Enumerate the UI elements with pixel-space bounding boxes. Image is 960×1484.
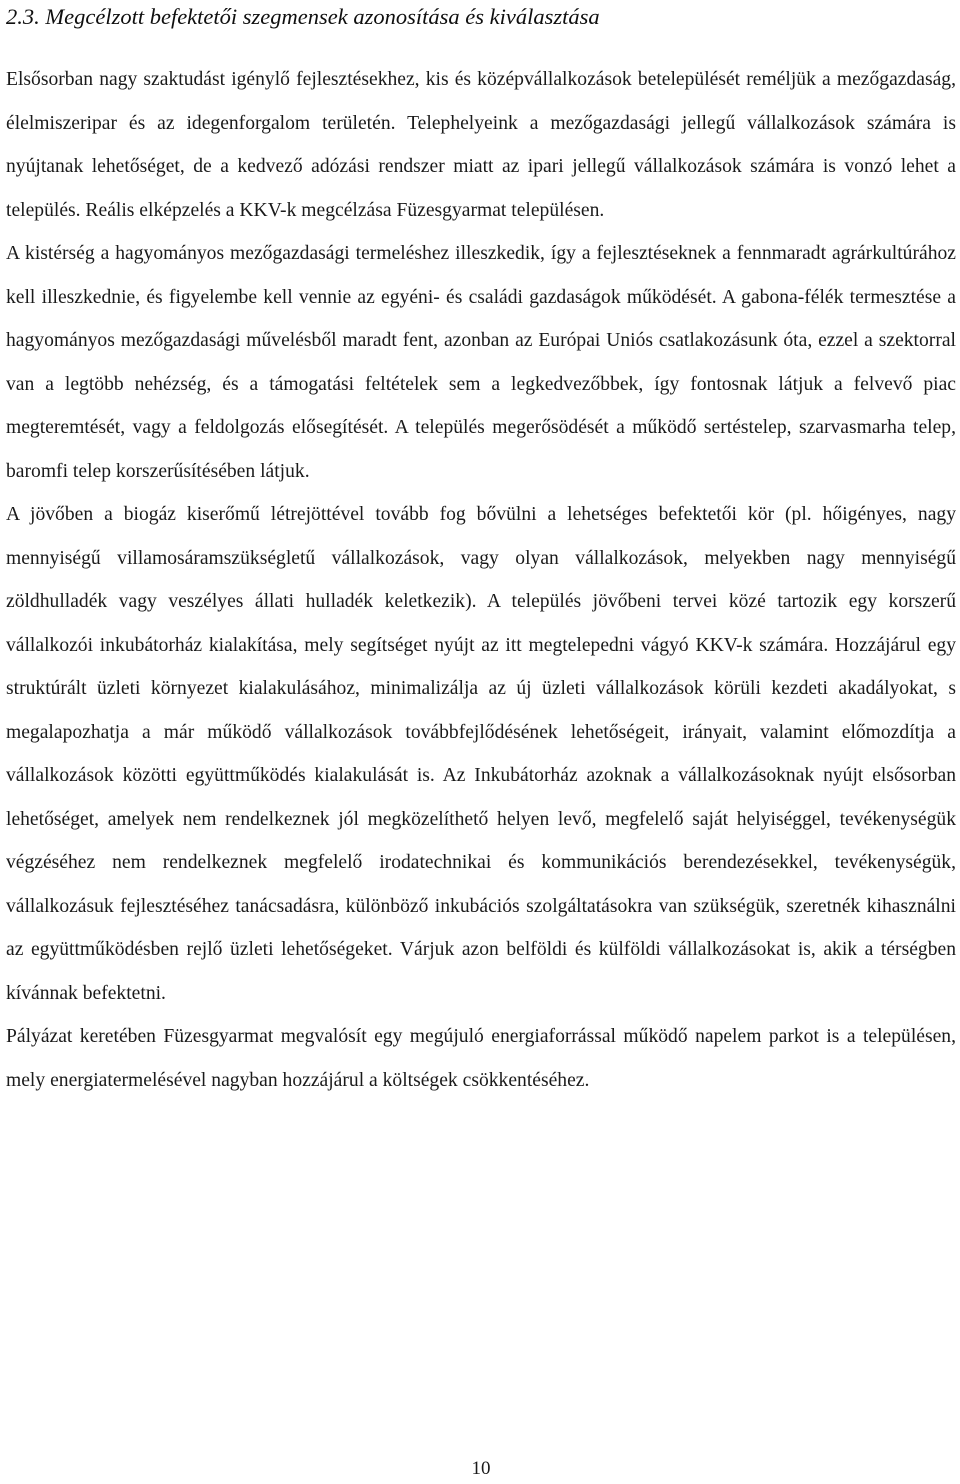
paragraph-incubator-house: A jövőben a biogáz kiserőmű létrejöttével tovább fog bővülni a lehetséges befektetői kör (pl. hőigényes, nagy mennyiségű villamosáramszükségletű vállalkozások, vagy olyan vállalkozások, melyekben nagy mennyiségű zöldhulladék vagy veszélyes állati hulladék keletkezik). A település jövőbeni tervei közé tartozik egy korszerű vállalkozói inkubátorház kialakítása, mely segítséget nyújt az itt megtelepedni vágyó KKV-k számára. Hozzájárul egy struktúrált üzleti környezet kialakulásához, minimalizálja az új üzleti vállalkozások körüli kezdeti akadályokat, s megalapozhatja a már működő vállalkozások továbbfejlődésének lehetőségeit, irányait, valamint előmozdítja a vállalkozások közötti együttműködés kialakulását is. Az Inkubátorház azoknak a vállalkozásoknak nyújt elsősorban lehetőséget, amelyek nem rendelkeznek jól megközelíthető helyen levő, megfelelő saját helyiséggel, tevékenységük végzéséhez nem rendelkeznek megfelelő irodatechnikai és kommunikációs berendezésekkel, tevékenységük, vállalkozásuk fejlesztéséhez tanácsadásra, különböző inkubációs szolgáltatásokra van szükségük, szeretnék kihasználni az együttműködésben rejlő üzleti lehetőségeket. Várjuk azon belföldi és külföldi vállalkozásokat is, akik a térségben kívánnak befektetni. xyxy=(6,504,956,1004)
body-text xyxy=(6,58,956,1102)
section-heading: 2.3. Megcélzott befektetői szegmensek azonosítása és kiválasztása xyxy=(6,4,600,29)
page-number: 10 xyxy=(471,1458,491,1479)
paragraph-agriculture: A kistérség a hagyományos mezőgazdasági termeléshez illeszkedik, így a fejlesztéseknek a fennmaradt agrárkultúrához kell illeszkednie, és figyelembe kell vennie az egyéni- és családi gazdaságok működését. A gabona-félék termesztése a hagyományos mezőgazdasági művelésből maradt fent, azonban az Európai Uniós csatlakozásunk óta, ezzel a szektorral van a legtöbb nehézség, és a támogatási feltételek sem a legkedvezőbbek, így fontosnak látjuk a felvevő piac megteremtését, vagy a feldolgozás elősegítését. A település megerősödését a működő sertéstelep, szarvasmarha telep, baromfi telep korszerűsítésében látjuk. xyxy=(6,243,956,482)
document-page xyxy=(6,0,956,1484)
paragraph-target-segments: Elsősorban nagy szaktudást igénylő fejlesztésekhez, kis és középvállalkozások betelepülését reméljük a mezőgazdaság, élelmiszeripar és az idegenforgalom területén. Telephelyeink a mezőgazdasági jellegű vállalkozások számára is nyújtanak lehetőséget, de a kedvező adózási rendszer miatt az ipari jellegű vállalkozások számára is vonzó lehet a település. Reális elképzelés a KKV-k megcélzása Füzesgyarmat településen. xyxy=(6,69,956,221)
paragraph-solar-park: Pályázat keretében Füzesgyarmat megvalósít egy megújuló energiaforrással működő napelem parkot is a településen, mely energiatermelésével nagyban hozzájárul a költségek csökkentéséhez. xyxy=(6,1026,956,1091)
